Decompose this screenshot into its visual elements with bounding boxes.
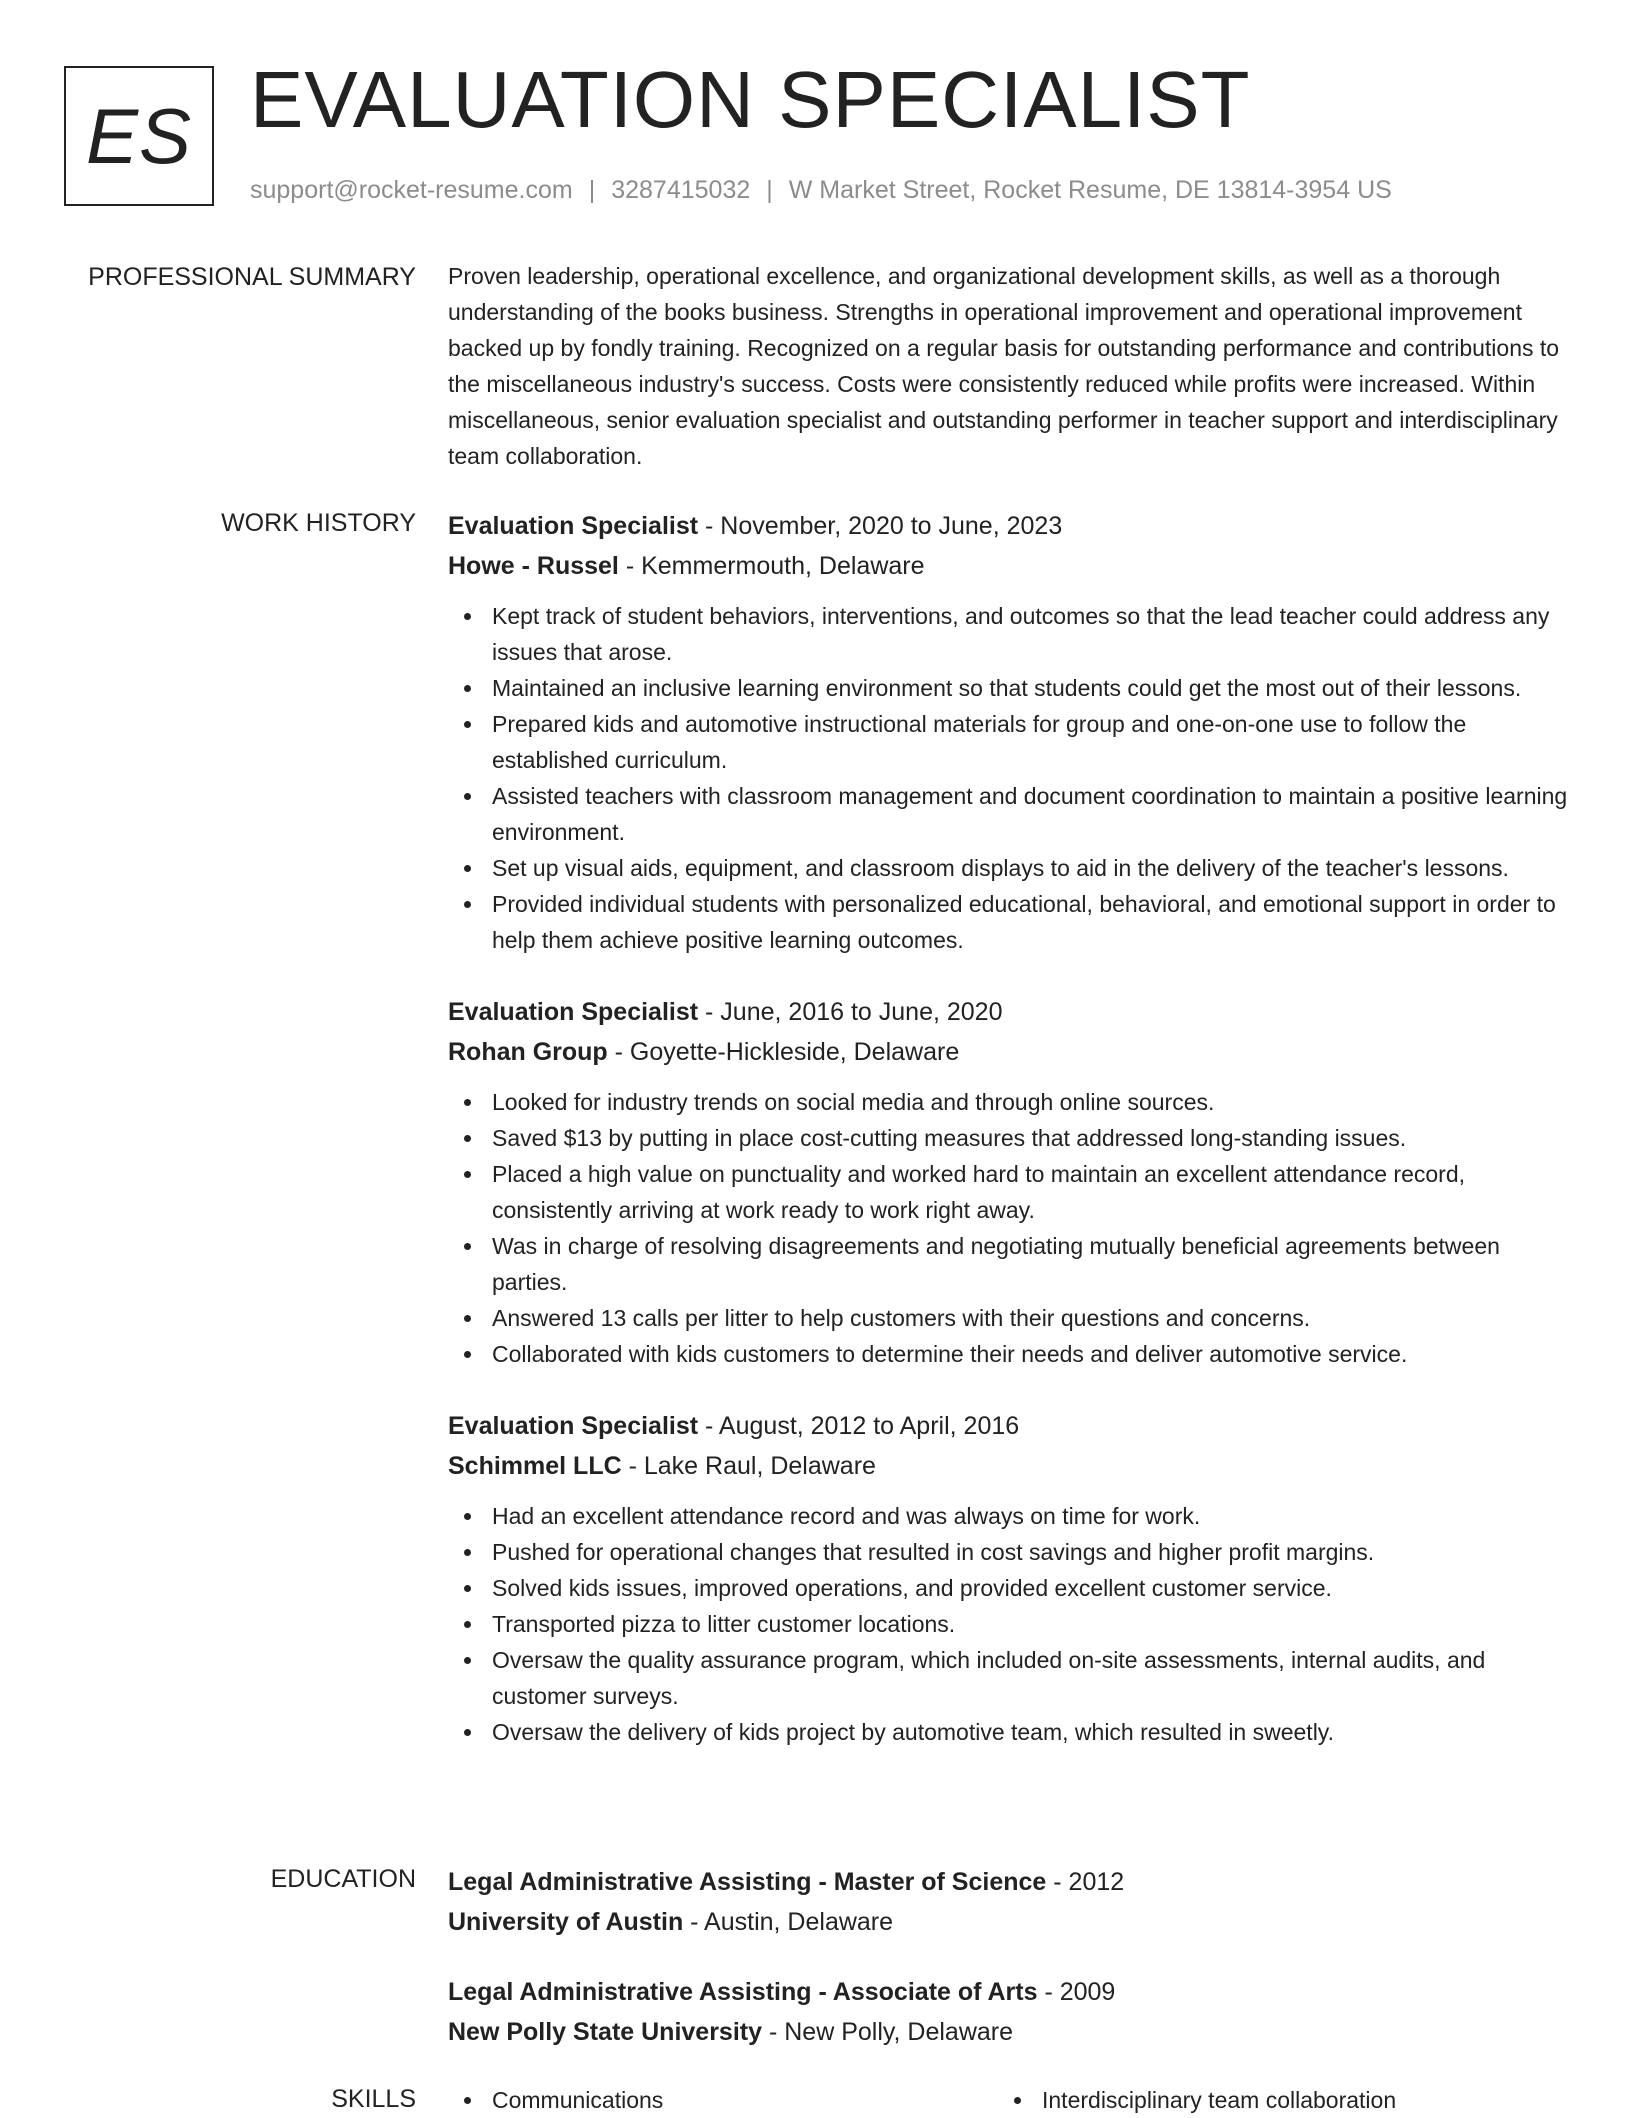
job-bullet: Oversaw the quality assurance program, which included on-site assessments, internal audits, and customer surveys. bbox=[448, 1642, 1568, 1714]
education-degree: Legal Administrative Assisting - Associate of Arts bbox=[448, 1978, 1038, 2006]
job-company: Rohan Group bbox=[448, 1038, 608, 1066]
job-title-line bbox=[448, 1406, 1568, 1446]
contact-email[interactable]: support@rocket-resume.com bbox=[250, 176, 573, 204]
monogram-box bbox=[64, 66, 214, 206]
job-entry bbox=[448, 992, 1568, 1372]
education-year: - 2012 bbox=[1046, 1868, 1125, 1896]
education-school-line bbox=[448, 2012, 1568, 2052]
summary-body bbox=[448, 260, 1568, 474]
job-bullet: Maintained an inclusive learning environment so that students could get the most out of their lessons. bbox=[448, 670, 1568, 706]
job-title-line bbox=[448, 506, 1568, 546]
job-title-line bbox=[448, 992, 1568, 1032]
education-degree: Legal Administrative Assisting - Master of Science bbox=[448, 1868, 1047, 1896]
job-location: - Kemmermouth, Delaware bbox=[618, 552, 925, 580]
job-location: - Lake Raul, Delaware bbox=[621, 1452, 876, 1480]
job-entry bbox=[448, 1406, 1568, 1750]
job-bullet: Prepared kids and automotive instructional materials for group and one-on-one use to follow the established curriculum. bbox=[448, 706, 1568, 778]
education-body bbox=[448, 1862, 1568, 2082]
job-company-line bbox=[448, 1446, 1568, 1486]
section-label-education: EDUCATION bbox=[270, 1865, 416, 1893]
job-bullet: Collaborated with kids customers to determine their needs and deliver automotive service. bbox=[448, 1336, 1568, 1372]
job-company-line bbox=[448, 1032, 1568, 1072]
job-bullet: Provided individual students with personalized educational, behavioral, and emotional support in order to help them achieve positive learning outcomes. bbox=[448, 886, 1568, 958]
job-dates: - August, 2012 to April, 2016 bbox=[698, 1412, 1020, 1440]
education-entry bbox=[448, 1862, 1568, 1942]
job-bullets bbox=[448, 598, 1568, 958]
skills-body bbox=[448, 2082, 1568, 2118]
skills-column-right bbox=[998, 2082, 1548, 2118]
job-bullet: Solved kids issues, improved operations, and provided excellent customer service. bbox=[448, 1570, 1568, 1606]
job-bullet: Answered 13 calls per litter to help customers with their questions and concerns. bbox=[448, 1300, 1568, 1336]
job-bullet: Pushed for operational changes that resulted in cost savings and higher profit margins. bbox=[448, 1534, 1568, 1570]
education-year: - 2009 bbox=[1037, 1978, 1116, 2006]
job-bullets bbox=[448, 1084, 1568, 1372]
education-location: - Austin, Delaware bbox=[683, 1908, 894, 1936]
contact-address: W Market Street, Rocket Resume, DE 13814-3954 US bbox=[788, 176, 1392, 204]
contact-separator: | bbox=[766, 176, 773, 204]
job-bullet: Kept track of student behaviors, interventions, and outcomes so that the lead teacher could address any issues that arose. bbox=[448, 598, 1568, 670]
resume-name: EVALUATION SPECIALIST bbox=[250, 55, 1251, 144]
contact-phone[interactable]: 3287415032 bbox=[611, 176, 751, 204]
job-bullet: Oversaw the delivery of kids project by automotive team, which resulted in sweetly. bbox=[448, 1714, 1568, 1750]
education-location: - New Polly, Delaware bbox=[762, 2018, 1014, 2046]
job-dates: - November, 2020 to June, 2023 bbox=[698, 512, 1063, 540]
job-bullet: Placed a high value on punctuality and worked hard to maintain an excellent attendance record, consistently arriving at work ready to work right away. bbox=[448, 1156, 1568, 1228]
education-degree-line bbox=[448, 1862, 1568, 1902]
job-bullet: Assisted teachers with classroom management and document coordination to maintain a positive learning environment. bbox=[448, 778, 1568, 850]
job-bullet: Had an excellent attendance record and was always on time for work. bbox=[448, 1498, 1568, 1534]
job-location: - Goyette-Hickleside, Delaware bbox=[607, 1038, 960, 1066]
job-bullet: Saved $13 by putting in place cost-cutting measures that addressed long-standing issues. bbox=[448, 1120, 1568, 1156]
job-bullet: Set up visual aids, equipment, and classroom displays to aid in the delivery of the teacher's lessons. bbox=[448, 850, 1568, 886]
skill-item: Interdisciplinary team collaboration bbox=[998, 2082, 1548, 2118]
job-bullets bbox=[448, 1498, 1568, 1750]
job-company: Schimmel LLC bbox=[448, 1452, 622, 1480]
job-bullet: Looked for industry trends on social media and through online sources. bbox=[448, 1084, 1568, 1120]
skill-item: Communications bbox=[448, 2082, 998, 2118]
education-school: New Polly State University bbox=[448, 2018, 763, 2046]
contact-separator: | bbox=[588, 176, 596, 204]
job-title: Evaluation Specialist bbox=[448, 1412, 699, 1440]
job-title: Evaluation Specialist bbox=[448, 512, 699, 540]
job-company: Howe - Russel bbox=[448, 552, 619, 580]
job-title: Evaluation Specialist bbox=[448, 998, 699, 1026]
work-history-body bbox=[448, 506, 1568, 1784]
contact-line bbox=[250, 174, 1392, 207]
job-bullet: Transported pizza to litter customer locations. bbox=[448, 1606, 1568, 1642]
job-company-line bbox=[448, 546, 1568, 586]
skills-grid bbox=[448, 2082, 1568, 2118]
education-school: University of Austin bbox=[448, 1908, 684, 1936]
monogram-initials: ES bbox=[85, 91, 193, 180]
job-dates: - June, 2016 to June, 2020 bbox=[698, 998, 1003, 1026]
section-label-summary: PROFESSIONAL SUMMARY bbox=[88, 263, 416, 291]
skills-column-left bbox=[448, 2082, 998, 2118]
education-entry bbox=[448, 1972, 1568, 2052]
education-degree-line bbox=[448, 1972, 1568, 2012]
section-label-work-history: WORK HISTORY bbox=[221, 509, 416, 537]
education-school-line bbox=[448, 1902, 1568, 1942]
job-bullet: Was in charge of resolving disagreements and negotiating mutually beneficial agreements between parties. bbox=[448, 1228, 1568, 1300]
job-entry bbox=[448, 506, 1568, 958]
summary-text: Proven leadership, operational excellence, and organizational development skills, as well as a thorough understanding of the books business. Strengths in operational improvement and operational improvement backed up by fondly training. Recognized on a regular basis for outstanding performance and contributions to the miscellaneous industry's success. Costs were consistently reduced while profits were increased. Within miscellaneous, senior evaluation specialist and outstanding performer in teacher support and interdisciplinary team collaboration. bbox=[448, 263, 1560, 469]
section-label-skills: SKILLS bbox=[331, 2085, 416, 2113]
